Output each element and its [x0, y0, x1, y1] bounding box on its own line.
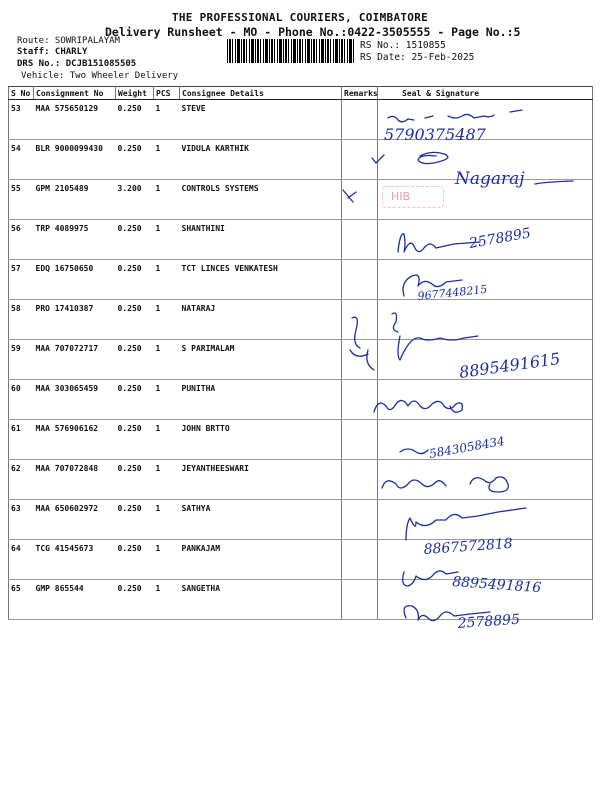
cell-remarks	[342, 100, 378, 140]
cell-consignee: CONTROLS SYSTEMS	[180, 180, 342, 220]
cell-pcs: 1	[154, 540, 180, 580]
staff-label: Staff: CHARLY	[17, 47, 88, 57]
table-row	[9, 340, 593, 380]
cell-pcs: 1	[154, 580, 180, 620]
table-row	[9, 540, 593, 580]
cell-consignment: GPM 2105489	[34, 180, 116, 220]
table-row	[9, 140, 593, 180]
cell-signature	[378, 100, 593, 140]
cell-sno: 57	[9, 260, 34, 300]
cell-consignment: MAA 707072848	[34, 460, 116, 500]
cell-weight: 0.250	[116, 220, 154, 260]
cell-consignment: MAA 575650129	[34, 100, 116, 140]
cell-remarks	[342, 420, 378, 460]
route-label: Route: SOWRIPALAYAM	[17, 36, 120, 46]
cell-pcs: 1	[154, 500, 180, 540]
barcode	[227, 39, 355, 63]
cell-pcs: 1	[154, 300, 180, 340]
col-consignment: Consignment No	[34, 87, 116, 100]
cell-signature	[378, 300, 593, 340]
cell-consignment: TCG 41545673	[34, 540, 116, 580]
cell-sno: 56	[9, 220, 34, 260]
runsheet-subtitle: Delivery Runsheet - MO - Phone No.:0422-3505555 - Page No.:5	[105, 25, 521, 39]
vehicle-label: Vehicle: Two Wheeler Delivery	[21, 71, 179, 81]
cell-sno: 62	[9, 460, 34, 500]
cell-consignment: TRP 4089975	[34, 220, 116, 260]
cell-sno: 61	[9, 420, 34, 460]
cell-sno: 58	[9, 300, 34, 340]
table-row	[9, 500, 593, 540]
cell-weight: 0.250	[116, 340, 154, 380]
cell-weight: 0.250	[116, 460, 154, 500]
cell-consignee: NATARAJ	[180, 300, 342, 340]
runsheet-table	[8, 86, 593, 620]
cell-signature	[378, 220, 593, 260]
signature-name: Nagaraj	[455, 169, 525, 189]
table-row	[9, 460, 593, 500]
cell-pcs: 1	[154, 460, 180, 500]
cell-consignment: MAA 576906162	[34, 420, 116, 460]
table-row	[9, 180, 593, 220]
cell-consignment: GMP 865544	[34, 580, 116, 620]
cell-consignment: EDQ 16750650	[34, 260, 116, 300]
cell-remarks	[342, 220, 378, 260]
cell-pcs: 1	[154, 140, 180, 180]
company-title: THE PROFESSIONAL COURIERS, COIMBATORE	[171, 11, 429, 24]
pink-stamp	[382, 186, 444, 208]
cell-remarks	[342, 260, 378, 300]
signature-phone: 8867572818	[423, 535, 514, 558]
cell-consignee: PANKAJAM	[180, 540, 342, 580]
signature-phone: 9677448215	[416, 282, 488, 303]
cell-consignee: STEVE	[180, 100, 342, 140]
table-row	[9, 300, 593, 340]
cell-weight: 0.250	[116, 540, 154, 580]
col-signature: Seal & Signature	[378, 87, 593, 100]
cell-consignee: JOHN BRTTO	[180, 420, 342, 460]
cell-consignee: JEYANTHEESWARI	[180, 460, 342, 500]
cell-weight: 3.200	[116, 180, 154, 220]
table-header-row	[9, 87, 593, 100]
cell-remarks	[342, 340, 378, 380]
signature-phone: 5790375487	[384, 125, 486, 144]
cell-pcs: 1	[154, 340, 180, 380]
cell-consignment: PRO 17410387	[34, 300, 116, 340]
cell-signature	[378, 540, 593, 580]
signature-phone: 2578895	[457, 611, 521, 632]
cell-signature	[378, 420, 593, 460]
cell-weight: 0.250	[116, 580, 154, 620]
cell-remarks	[342, 140, 378, 180]
table-row	[9, 380, 593, 420]
signature-phone: 8895491816	[451, 574, 542, 597]
cell-sno: 54	[9, 140, 34, 180]
cell-pcs: 1	[154, 180, 180, 220]
table-row	[9, 580, 593, 620]
signature-phone: 2578895	[467, 225, 533, 252]
drs-number: DRS No.: DCJB151085505	[17, 59, 137, 69]
cell-signature	[378, 140, 593, 180]
cell-consignee: SANGETHA	[180, 580, 342, 620]
cell-weight: 0.250	[116, 420, 154, 460]
cell-consignee: PUNITHA	[180, 380, 342, 420]
cell-weight: 0.250	[116, 300, 154, 340]
cell-consignment: BLR 9000099430	[34, 140, 116, 180]
cell-signature	[378, 260, 593, 300]
cell-pcs: 1	[154, 100, 180, 140]
cell-sno: 64	[9, 540, 34, 580]
cell-sno: 65	[9, 580, 34, 620]
table-row	[9, 220, 593, 260]
cell-remarks	[342, 380, 378, 420]
cell-pcs: 1	[154, 260, 180, 300]
signature-phone: 5843058434	[428, 433, 506, 461]
table-row	[9, 100, 593, 140]
cell-consignee: TCT LINCES VENKATESH	[180, 260, 342, 300]
col-consignee: Consignee Details	[180, 87, 342, 100]
cell-signature	[378, 580, 593, 620]
cell-signature	[378, 340, 593, 380]
cell-sno: 55	[9, 180, 34, 220]
cell-pcs: 1	[154, 220, 180, 260]
rs-number: RS No.: 1510855	[360, 40, 446, 51]
cell-sno: 63	[9, 500, 34, 540]
cell-weight: 0.250	[116, 100, 154, 140]
cell-pcs: 1	[154, 380, 180, 420]
cell-signature	[378, 380, 593, 420]
cell-remarks	[342, 540, 378, 580]
cell-weight: 0.250	[116, 500, 154, 540]
cell-signature	[378, 500, 593, 540]
cell-weight: 0.250	[116, 260, 154, 300]
cell-weight: 0.250	[116, 140, 154, 180]
cell-consignee: S PARIMALAM	[180, 340, 342, 380]
cell-remarks	[342, 580, 378, 620]
col-pcs: PCS	[154, 87, 180, 100]
stamp-text: HIB	[391, 190, 411, 203]
table-row	[9, 420, 593, 460]
col-remarks: Remarks	[342, 87, 378, 100]
cell-consignment: MAA 303065459	[34, 380, 116, 420]
table-row	[9, 260, 593, 300]
cell-sno: 53	[9, 100, 34, 140]
cell-remarks	[342, 180, 378, 220]
cell-signature	[378, 460, 593, 500]
signature-phone: 8895491615	[457, 348, 562, 382]
col-weight: Weight	[116, 87, 154, 100]
cell-sno: 59	[9, 340, 34, 380]
cell-consignment: MAA 707072717	[34, 340, 116, 380]
cell-pcs: 1	[154, 420, 180, 460]
col-sno: S No	[9, 87, 34, 100]
cell-remarks	[342, 460, 378, 500]
rs-date: RS Date: 25-Feb-2025	[360, 52, 475, 63]
cell-remarks	[342, 300, 378, 340]
cell-sno: 60	[9, 380, 34, 420]
cell-weight: 0.250	[116, 380, 154, 420]
cell-remarks	[342, 500, 378, 540]
cell-consignment: MAA 650602972	[34, 500, 116, 540]
cell-consignee: SATHYA	[180, 500, 342, 540]
cell-consignee: VIDULA KARTHIK	[180, 140, 342, 180]
cell-consignee: SHANTHINI	[180, 220, 342, 260]
